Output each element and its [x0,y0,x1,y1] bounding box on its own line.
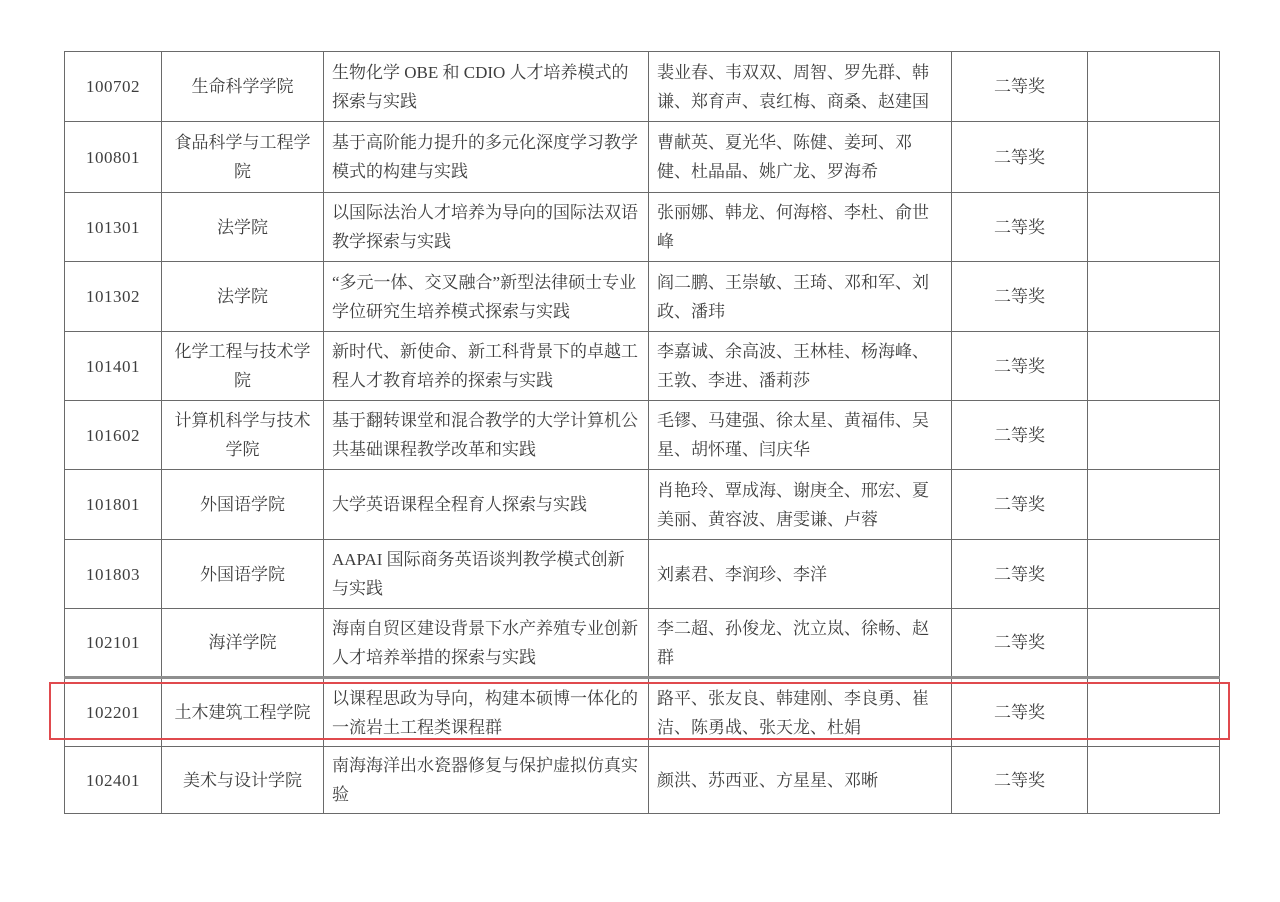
cell-award: 二等奖 [952,262,1088,332]
table-row [65,747,1220,814]
awards-table [64,51,1220,814]
cell-college: 食品科学与工程学院 [162,122,324,193]
cell-note [1088,470,1220,540]
cell-college: 生命科学学院 [162,52,324,122]
cell-code: 100702 [65,52,162,122]
cell-note [1088,609,1220,678]
cell-college: 法学院 [162,262,324,332]
cell-members: 李二超、孙俊龙、沈立岚、徐畅、赵群 [649,609,952,678]
cell-note [1088,52,1220,122]
cell-award: 二等奖 [952,470,1088,540]
cell-title: 基于高阶能力提升的多元化深度学习教学模式的构建与实践 [324,122,649,193]
cell-note [1088,401,1220,470]
cell-college: 法学院 [162,193,324,262]
cell-members: 李嘉诚、余高波、王林桂、杨海峰、王敦、李进、潘莉莎 [649,332,952,401]
cell-code: 100801 [65,122,162,193]
cell-code: 101401 [65,332,162,401]
cell-award: 二等奖 [952,540,1088,609]
cell-award: 二等奖 [952,401,1088,470]
cell-title: 以课程思政为导向，构建本硕博一体化的一流岩土工程类课程群 [324,678,649,747]
cell-college: 计算机科学与技术学院 [162,401,324,470]
table-row [65,122,1220,193]
table-row [65,193,1220,262]
cell-title: “多元一体、交叉融合”新型法律硕士专业学位研究生培养模式探索与实践 [324,262,649,332]
table-row [65,52,1220,122]
cell-members: 张丽娜、韩龙、何海榕、李杜、俞世峰 [649,193,952,262]
cell-code: 102201 [65,678,162,747]
cell-college: 美术与设计学院 [162,747,324,814]
table-row [65,470,1220,540]
table-row [65,332,1220,401]
cell-members: 刘素君、李润珍、李洋 [649,540,952,609]
cell-college: 外国语学院 [162,540,324,609]
cell-code: 102101 [65,609,162,678]
cell-title: 海南自贸区建设背景下水产养殖专业创新人才培养举措的探索与实践 [324,609,649,678]
table-row-highlighted [65,678,1220,747]
cell-code: 101803 [65,540,162,609]
cell-members: 阎二鹏、王崇敏、王琦、邓和军、刘政、潘玮 [649,262,952,332]
cell-code: 101801 [65,470,162,540]
cell-award: 二等奖 [952,747,1088,814]
cell-members: 曹献英、夏光华、陈健、姜珂、邓健、杜晶晶、姚广龙、罗海希 [649,122,952,193]
cell-note [1088,747,1220,814]
cell-note [1088,122,1220,193]
table-row [65,262,1220,332]
cell-title: 新时代、新使命、新工科背景下的卓越工程人才教育培养的探索与实践 [324,332,649,401]
cell-award: 二等奖 [952,122,1088,193]
cell-award: 二等奖 [952,609,1088,678]
cell-note [1088,262,1220,332]
cell-title: AAPAI 国际商务英语谈判教学模式创新与实践 [324,540,649,609]
cell-code: 101602 [65,401,162,470]
cell-award: 二等奖 [952,193,1088,262]
cell-members: 路平、张友良、韩建刚、李良勇、崔洁、陈勇战、张天龙、杜娟 [649,678,952,747]
cell-award: 二等奖 [952,52,1088,122]
cell-college: 化学工程与技术学院 [162,332,324,401]
cell-title: 大学英语课程全程育人探索与实践 [324,470,649,540]
cell-note [1088,332,1220,401]
cell-note [1088,540,1220,609]
cell-title: 生物化学 OBE 和 CDIO 人才培养模式的探索与实践 [324,52,649,122]
table-row [65,401,1220,470]
cell-members: 裴业春、韦双双、周智、罗先群、韩谦、郑育声、袁红梅、商桑、赵建国 [649,52,952,122]
cell-title: 南海海洋出水瓷器修复与保护虚拟仿真实验 [324,747,649,814]
cell-award: 二等奖 [952,678,1088,747]
cell-code: 102401 [65,747,162,814]
cell-college: 海洋学院 [162,609,324,678]
cell-title: 以国际法治人才培养为导向的国际法双语教学探索与实践 [324,193,649,262]
cell-code: 101302 [65,262,162,332]
cell-members: 颜洪、苏西亚、方星星、邓晰 [649,747,952,814]
cell-members: 毛镠、马建强、徐太星、黄福伟、吴星、胡怀瑾、闫庆华 [649,401,952,470]
cell-title: 基于翻转课堂和混合教学的大学计算机公共基础课程教学改革和实践 [324,401,649,470]
cell-college: 外国语学院 [162,470,324,540]
table-row [65,609,1220,678]
cell-award: 二等奖 [952,332,1088,401]
cell-note [1088,193,1220,262]
table-row [65,540,1220,609]
cell-college: 土木建筑工程学院 [162,678,324,747]
cell-note [1088,678,1220,747]
cell-members: 肖艳玲、覃成海、谢庚全、邢宏、夏美丽、黄容波、唐雯谦、卢蓉 [649,470,952,540]
cell-code: 101301 [65,193,162,262]
